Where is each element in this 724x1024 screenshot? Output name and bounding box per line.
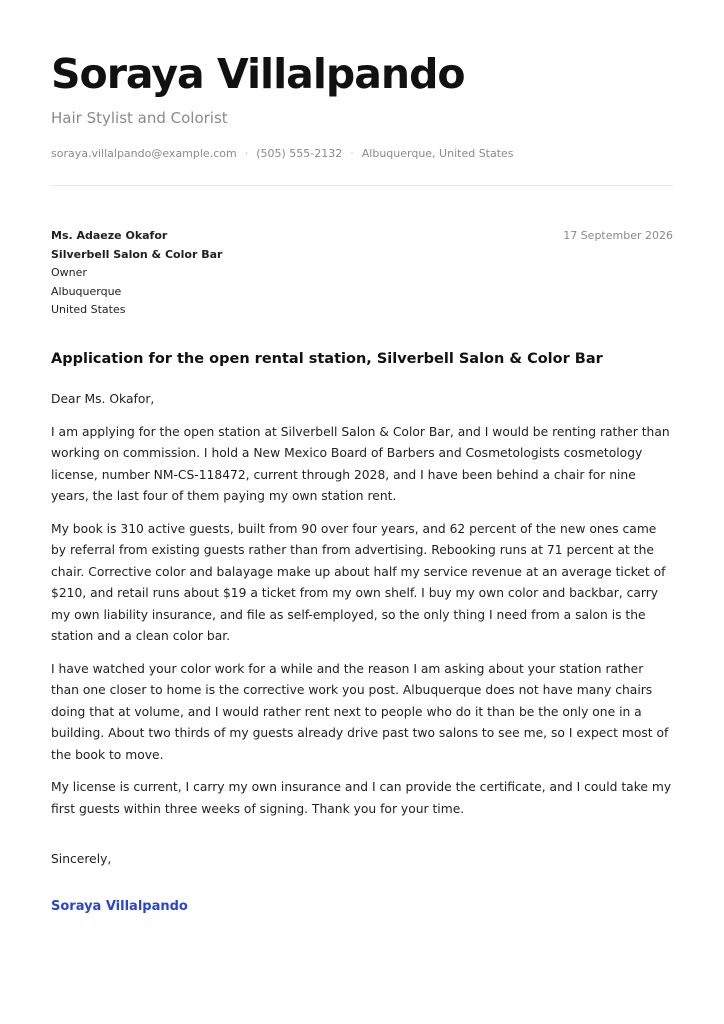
recipient-company: Silverbell Salon & Color Bar — [51, 247, 223, 261]
recipient-block — [51, 227, 222, 320]
recipient-city: Albuquerque — [51, 284, 122, 298]
contact-line — [51, 146, 514, 162]
sender-email: soraya.villalpando@example.com — [51, 147, 237, 160]
body-paragraph: I have watched your color work for a while and the reason I am asking about your station rather than one closer to home is the corrective work you post. Albuquerque does not have many chairs doing that at volume, and I would rather rent next to people who do it than be the only one in a building. About two thirds of my guests already drive past two salons to see me, so I expect most of the book to move. — [51, 661, 669, 762]
letter-body — [51, 389, 673, 831]
body-paragraph: I am applying for the open station at Silverbell Salon & Color Bar, and I would be renting rather than working on commission. I hold a New Mexico Board of Barbers and Cosmetologists cosmetology license, number NM-CS-118472, current through 2028, and I have been behind a chair for nine years, the last four of them paying my own station rent. — [51, 424, 670, 503]
recipient-country: United States — [51, 303, 126, 316]
letter-subject: Application for the open rental station, Silverbell Salon & Color Bar — [51, 351, 603, 367]
salutation: Dear Ms. Okafor, — [51, 392, 155, 406]
sender-location: Albuquerque, United States — [361, 147, 514, 160]
letter-date: 17 September 2026 — [563, 229, 673, 242]
contact-separator: · — [350, 147, 354, 160]
sender-name: Soraya Villalpando — [51, 50, 465, 98]
header-divider — [51, 185, 673, 186]
body-paragraph: My license is current, I carry my own insurance and I can provide the certificate, and I could take my first guests within three weeks of signing. Thank you for your time. — [51, 780, 672, 816]
signature: Soraya Villalpando — [51, 899, 188, 914]
recipient-name: Ms. Adaeze Okafor — [51, 229, 168, 242]
closing: Sincerely, — [51, 852, 112, 866]
recipient-title: Owner — [51, 266, 87, 279]
sender-phone: (505) 555-2132 — [256, 147, 343, 160]
sender-role: Hair Stylist and Colorist — [51, 109, 228, 127]
contact-separator: · — [244, 147, 249, 160]
body-paragraph: My book is 310 active guests, built from 90 over four years, and 62 percent of the new ones came by referral from existing guests rather than from advertising. Rebooking runs at 71 percent at the chair. Corrective color and balayage make up about half my service revenue at an average ticket of $210, and retail runs about $19 a ticket from my own shelf. I buy my own color and backbar, carry my own liability insurance, and file as self-employed, so the only thing I need from a salon is the station and a clean color bar. — [51, 521, 666, 643]
